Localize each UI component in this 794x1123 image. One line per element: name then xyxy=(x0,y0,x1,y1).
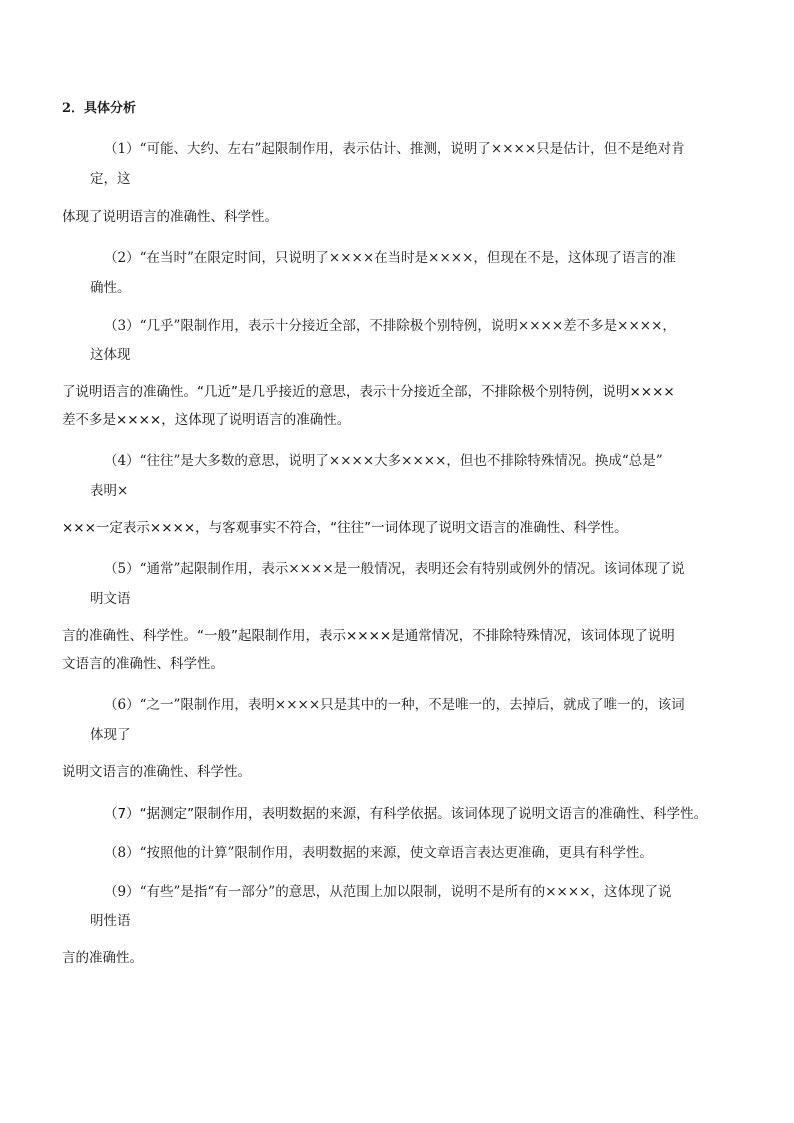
item-5-line-3: 言的准确性、科学性。“一般”起限制作用，表示××××是通常情况，不排除特殊情况，该词体现了说明 xyxy=(62,628,675,644)
item-7-line-1: （7）“据测定”限制作用，表明数据的来源，有科学依据。该词体现了说明文语言的准确性、科学性。 xyxy=(104,806,708,822)
item-4-line-2: 表明× xyxy=(90,483,129,499)
item-6-line-2: 体现了 xyxy=(90,727,131,743)
section-heading: 2．具体分析 xyxy=(62,101,137,116)
item-8-line-1: （8）“按照他的计算”限制作用，表明数据的来源，使文章语言表达更准确，更具有科学性。 xyxy=(104,845,653,861)
item-9-line-1: （9）“有些”是指“有一部分”的意思，从范围上加以限制，说明不是所有的××××，这体现了说 xyxy=(104,884,672,900)
item-1-line-1: （1）“可能、大约、左右”起限制作用，表示估计、推测，说明了××××只是估计，但不是绝对肯 xyxy=(104,141,685,157)
item-3-line-3: 了说明语言的准确性。“几近”是几乎接近的意思，表示十分接近全部，不排除极个别特例，说明×××× xyxy=(62,384,675,400)
item-1-line-3: 体现了说明语言的准确性、科学性。 xyxy=(62,209,278,225)
item-5-line-2: 明文语 xyxy=(90,591,131,607)
item-4-line-3: ×××一定表示××××，与客观事实不符合，“往往”一词体现了说明文语言的准确性、科学性。 xyxy=(62,520,628,536)
item-3-line-4: 差不多是××××，这体现了说明语言的准确性。 xyxy=(62,412,351,428)
item-6-line-3: 说明文语言的准确性、科学性。 xyxy=(62,764,251,780)
item-2-line-1: （2）“在当时”在限定时间，只说明了××××在当时是××××，但现在不是，这体现了语言的准 xyxy=(104,250,676,266)
item-3-line-2: 这体现 xyxy=(90,347,131,363)
item-3-line-1: （3）“几乎”限制作用，表示十分接近全部，不排除极个别特例，说明××××差不多是××××， xyxy=(104,318,676,334)
item-1-line-2: 定，这 xyxy=(90,171,131,187)
item-6-line-1: （6）“之一”限制作用，表明××××只是其中的一种，不是唯一的，去掉后，就成了唯一的，该词 xyxy=(104,697,685,713)
item-5-line-4: 文语言的准确性、科学性。 xyxy=(62,656,224,672)
item-4-line-1: （4）“往往”是大多数的意思，说明了××××大多××××，但也不排除特殊情况。换成“总是” xyxy=(104,453,663,469)
item-2-line-2: 确性。 xyxy=(90,280,131,296)
item-5-line-1: （5）“通常”起限制作用，表示××××是一般情况，表明还会有特别或例外的情况。该词体现了说 xyxy=(104,561,685,577)
item-9-line-2: 明性语 xyxy=(90,913,131,929)
item-9-line-3: 言的准确性。 xyxy=(62,950,143,966)
